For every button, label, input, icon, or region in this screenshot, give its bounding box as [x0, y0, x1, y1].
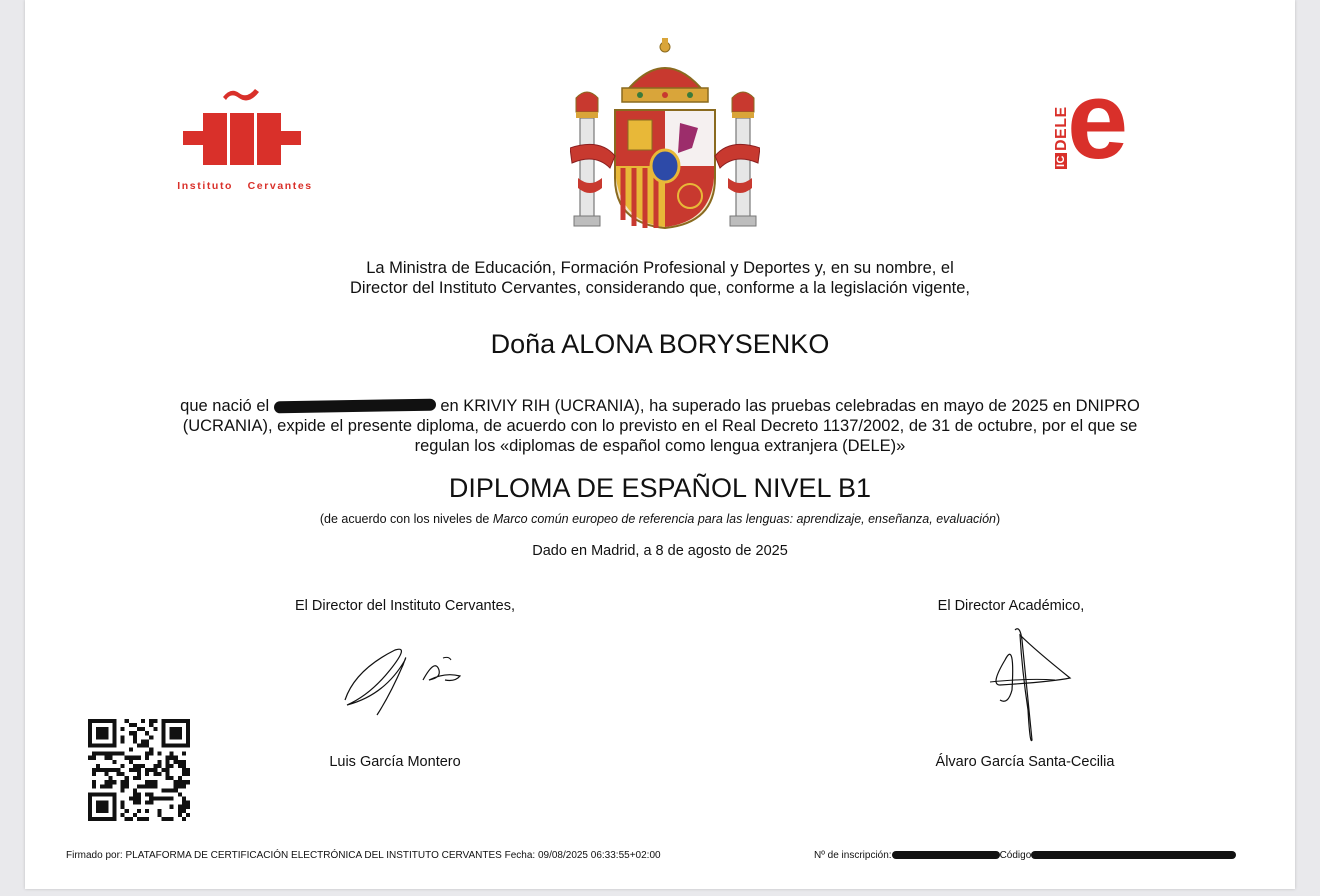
coat-of-arms-icon	[570, 38, 760, 233]
framework-suffix: )	[995, 512, 1001, 526]
signature-right-icon	[960, 620, 1090, 750]
qr-code-icon	[88, 719, 190, 821]
dele-text: DELE	[1053, 106, 1070, 151]
diploma-page	[25, 0, 1295, 889]
body-rest: en KRIVIY RIH (UCRANIA), ha superado las pruebas celebradas en mayo de 2025 en DNIPRO (UCRANIA), expide el presente diploma, de acuerdo con lo previsto en el Real Decreto 1137/2002, de 31 de octubre, por el que se regulan los «diplomas de español como lengua extranjera (DELE)»	[182, 397, 1140, 455]
redacted-registration	[892, 851, 1000, 859]
registration-label: Nº de inscripción:	[814, 850, 892, 861]
code-label: Código	[999, 850, 1032, 861]
redacted-code	[1031, 851, 1236, 859]
intro-line-1: La Ministra de Educación, Formación Profesional y Deportes y, en su nombre, el	[366, 259, 954, 277]
intro-line-2: Director del Instituto Cervantes, considerando que, conforme a la legislación vigente,	[349, 279, 970, 297]
signature-left-icon	[335, 640, 495, 720]
dele-box-icon: IC	[1055, 155, 1067, 167]
intro-paragraph	[120, 258, 1200, 298]
left-signatory-name: Luis García Montero	[329, 754, 461, 770]
dele-logo	[1047, 59, 1147, 182]
framework-prefix: (de acuerdo con los niveles de	[319, 512, 490, 526]
instituto-cervantes-label: Instituto Cervantes	[177, 180, 313, 192]
instituto-cervantes-emblem-icon	[183, 85, 301, 175]
spain-coat-of-arms	[570, 38, 760, 233]
footer-registration	[814, 850, 1236, 861]
left-signatory-title: El Director del Instituto Cervantes,	[294, 598, 515, 614]
dele-e-mark: e	[1067, 59, 1129, 182]
framework-italic: Marco común europeo de referencia para las lenguas: aprendizaje, enseñanza, evaluación	[492, 512, 996, 526]
body-prefix: que nació el	[180, 397, 270, 415]
right-signatory-name: Álvaro García Santa-Cecilia	[935, 754, 1115, 770]
left-signature	[335, 640, 495, 725]
instituto-cervantes-logo	[165, 85, 325, 195]
footer-signed-by: Firmado por: PLATAFORMA DE CERTIFICACIÓN ELECTRÓNICA DEL INSTITUTO CERVANTES Fecha: 09/08/2025 06:33:55+02:00	[66, 850, 661, 861]
issue-date: Dado en Madrid, a 8 de agosto de 2025	[532, 543, 788, 559]
framework-note	[120, 512, 1200, 526]
redacted-birthdate	[274, 399, 436, 414]
right-signature	[960, 620, 1090, 755]
qr-code	[88, 719, 190, 821]
right-signatory-title: El Director Académico,	[937, 598, 1085, 614]
diploma-title: DIPLOMA DE ESPAÑOL NIVEL B1	[448, 473, 872, 503]
recipient-name: Doña ALONA BORYSENKO	[490, 329, 830, 359]
body-paragraph	[155, 396, 1165, 456]
